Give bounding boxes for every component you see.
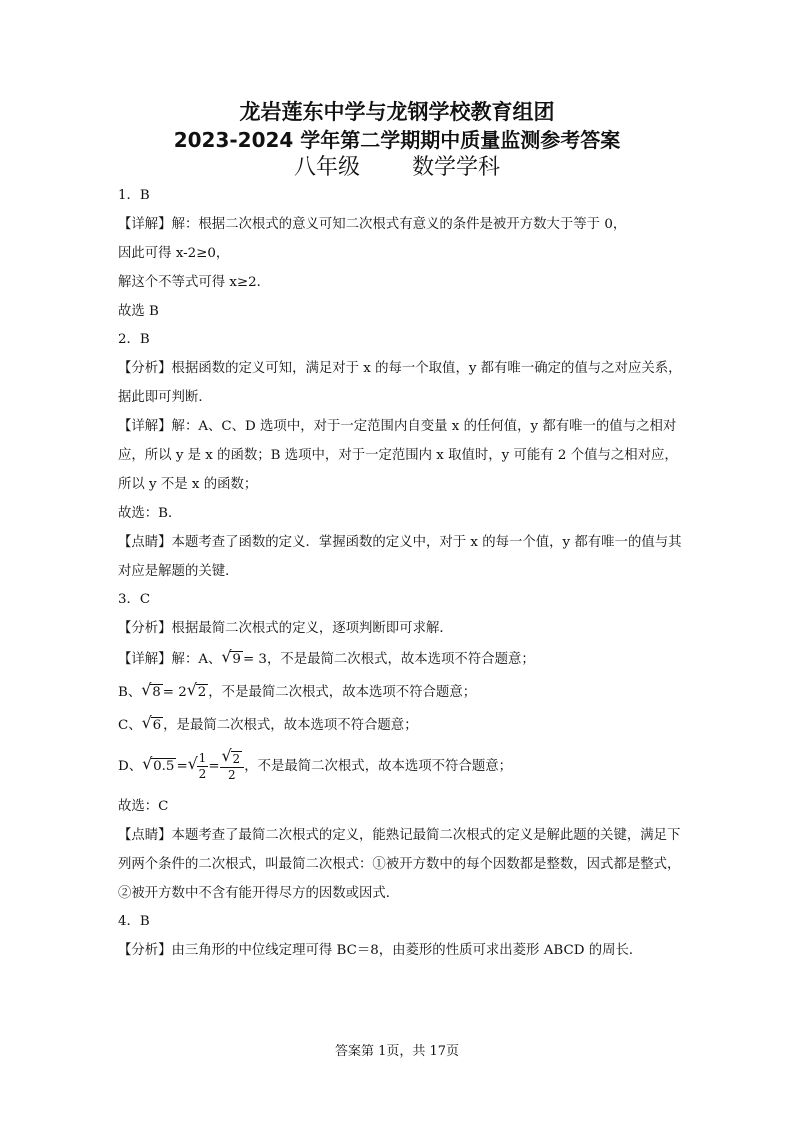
q1-detail-line2: 因此可得 x-2≥0， bbox=[118, 246, 230, 261]
q1-choose: 故选 B bbox=[118, 304, 159, 319]
q2-choose: 故选：B． bbox=[118, 506, 182, 521]
q2-detail: 【详解】解：A、C、D 选项中，对于一定范围内自变量 x 的任何值，y 都有唯一的值与之相对应，所以 y 是 x 的函数；B 选项中，对于一定范围内 x 取值时，y 可能有 2 个值与之相对应，所以 y 不是 x 的函数； bbox=[118, 419, 678, 492]
doc-title-school: 龙岩莲东中学与龙钢学校教育组团 bbox=[239, 100, 555, 124]
q2-answer: 2．B bbox=[118, 332, 150, 347]
answer-body bbox=[118, 182, 683, 965]
q1-detail-line1: 【详解】解：根据二次根式的意义可知二次根式有意义的条件是被开方数大于等于 0， bbox=[118, 217, 627, 232]
q3-detail-c: C、 √ 6 ，是最简二次根式，故本选项不符合题意； bbox=[118, 709, 683, 742]
q2-comment: 【点睛】本题考查了函数的定义．掌握函数的定义中，对于 x 的每一个值，y 都有唯一的值与其对应是解题的关键． bbox=[118, 535, 682, 579]
q4-analysis: 【分析】由三角形的中位线定理可得 BC＝8，由菱形的性质可求出菱形 ABCD 的周长． bbox=[118, 943, 643, 958]
q3-answer: 3．C bbox=[118, 592, 151, 607]
doc-title-exam: 2023-2024 学年第二学期期中质量监测参考答案 bbox=[173, 128, 621, 152]
sqrt-one-half: √ $\frac{1}{2}$ bbox=[187, 751, 207, 781]
q3-detail-a: 【详解】解：A、 √ 9 = 3，不是最简二次根式，故本选项不符合题意； bbox=[118, 643, 683, 676]
q3-comment: 【点睛】本题考查了最简二次根式的定义，能熟记最简二次根式的定义是解此题的关键，满足下列两个条件的二次根式，叫最简二次根式：①被开方数中的每个因数都是整数，因式都是整式，②被开方数中不含有能开得尽方的因数或因式． bbox=[118, 828, 681, 901]
q3-choose: 故选：C bbox=[118, 799, 169, 814]
doc-title-grade-subject bbox=[0, 150, 794, 181]
page-footer: 答案第 1页，共 17页 bbox=[334, 1044, 460, 1059]
q3-detail-d: D、 √ 0.5 = √ $\frac{1}{2}$ = √ 2 2 ，不是最简二次根式，故本选项不符合题意； bbox=[118, 742, 683, 792]
sqrt-2: √ 2 bbox=[186, 680, 207, 700]
q1-answer: 1．B bbox=[118, 188, 150, 203]
grade-label: 八年级 bbox=[293, 155, 360, 180]
frac-root2-over-2: √ 2 2 bbox=[220, 751, 245, 783]
q3-detail-b: B、 √ 8 = 2 √ 2 ，不是最简二次根式，故本选项不符合题意； bbox=[118, 676, 683, 709]
sqrt-9: √ 9 bbox=[221, 647, 241, 667]
sqrt-8: √ 8 bbox=[141, 680, 161, 700]
subject-label: 数学学科 bbox=[412, 155, 501, 180]
q1-detail-line3: 解这个不等式可得 x≥2． bbox=[118, 275, 271, 290]
q4-answer: 4．B bbox=[118, 914, 150, 929]
sqrt-6: √ 6 bbox=[141, 713, 162, 733]
q3-analysis: 【分析】根据最简二次根式的定义，逐项判断即可求解． bbox=[118, 621, 453, 636]
sqrt-0.5: √ 0.5 bbox=[142, 754, 175, 774]
q2-analysis: 【分析】根据函数的定义可知，满足对于 x 的每一个取值，y 都有唯一确定的值与之对应关系，据此即可判断． bbox=[118, 361, 682, 405]
